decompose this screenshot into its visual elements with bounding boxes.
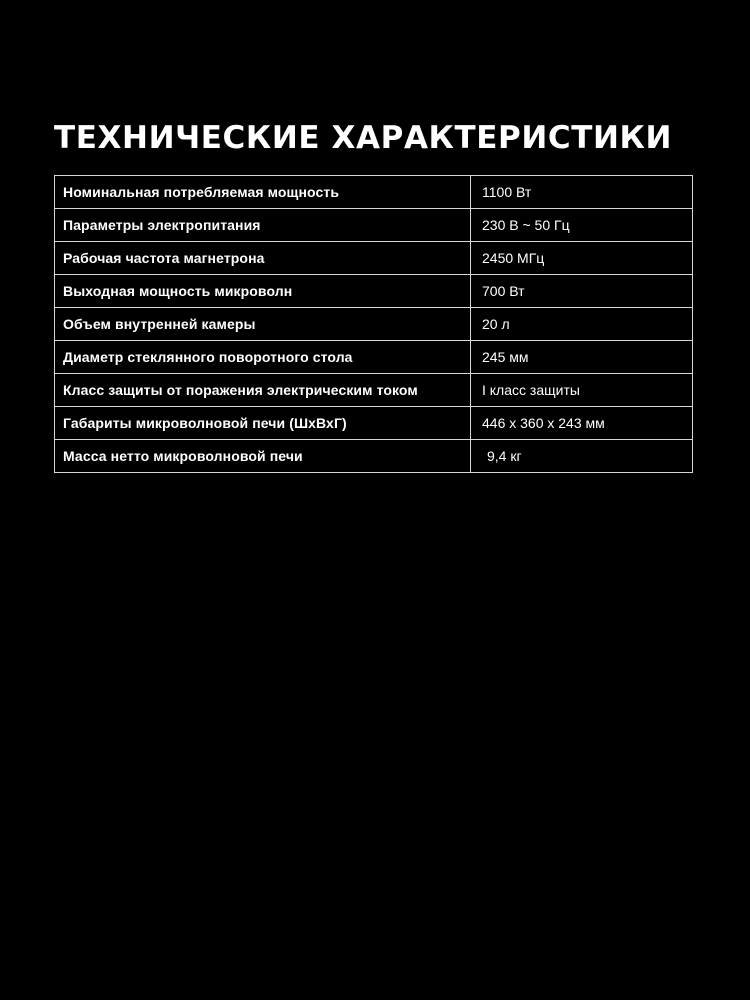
table-row: [55, 440, 693, 473]
spec-value: 700 Вт: [471, 275, 693, 308]
spec-value: 2450 МГц: [471, 242, 693, 275]
spec-value: 245 мм: [471, 341, 693, 374]
spec-parameter: Диаметр стеклянного поворотного стола: [55, 341, 471, 374]
spec-parameter: Рабочая частота магнетрона: [55, 242, 471, 275]
table-row: [55, 176, 693, 209]
table-row: [55, 209, 693, 242]
table-row: [55, 275, 693, 308]
spec-value: I класс защиты: [471, 374, 693, 407]
page-title: ТЕХНИЧЕСКИЕ ХАРАКТЕРИСТИКИ: [54, 120, 672, 156]
specifications-table: [54, 175, 693, 473]
table-row: [55, 341, 693, 374]
spec-value: 446 x 360 x 243 мм: [471, 407, 693, 440]
spec-parameter: Объем внутренней камеры: [55, 308, 471, 341]
spec-value: 20 л: [471, 308, 693, 341]
spec-parameter: Габариты микроволновой печи (ШхВхГ): [55, 407, 471, 440]
spec-parameter: Класс защиты от поражения электрическим током: [55, 374, 471, 407]
table-row: [55, 242, 693, 275]
spec-parameter: Масса нетто микроволновой печи: [55, 440, 471, 473]
table-row: [55, 308, 693, 341]
spec-parameter: Выходная мощность микроволн: [55, 275, 471, 308]
spec-value: 230 В ~ 50 Гц: [471, 209, 693, 242]
spec-value: 9,4 кг: [471, 440, 693, 473]
spec-parameter: Параметры электропитания: [55, 209, 471, 242]
spec-parameter: Номинальная потребляемая мощность: [55, 176, 471, 209]
table-row: [55, 374, 693, 407]
table-row: [55, 407, 693, 440]
spec-value: 1100 Вт: [471, 176, 693, 209]
